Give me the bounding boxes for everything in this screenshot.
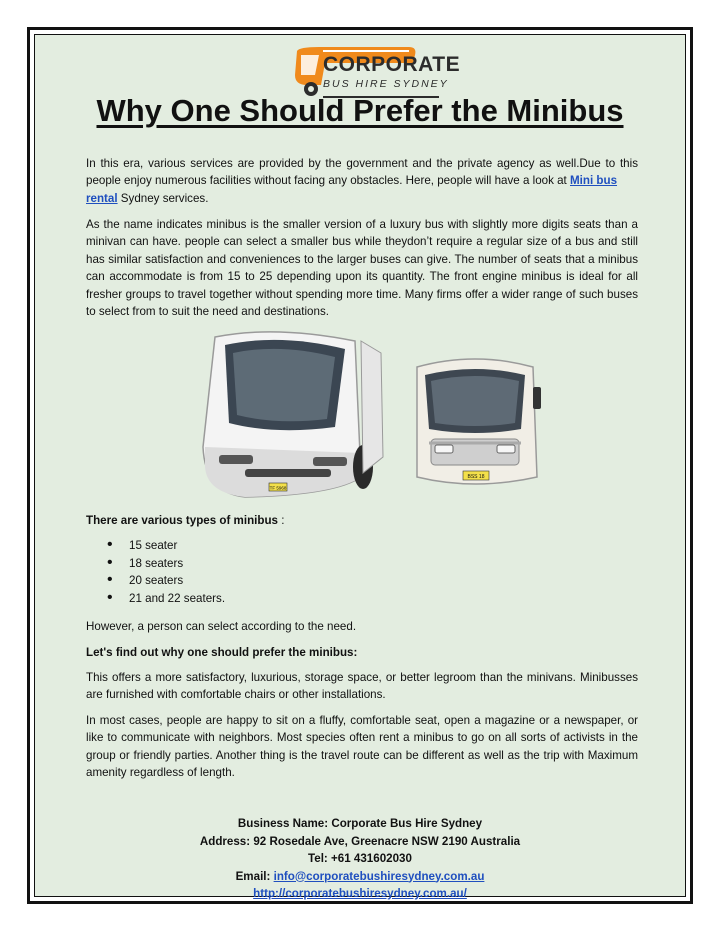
list-item: • 20 seaters	[107, 572, 225, 590]
minibus-types-list	[107, 537, 225, 607]
website-link[interactable]: http://corporatebushiresydney.com.au/	[253, 887, 467, 900]
intro-paragraph	[86, 155, 638, 207]
logo-subtitle: BUS HIRE SYDNEY	[323, 78, 449, 90]
logo-title: CORPORATE	[323, 53, 461, 76]
usage-paragraph: In most cases, people are happy to sit on a fluffy, comfortable seat, open a magazine or a newspaper, or like to communicate with neighbors. Most species often rent a minibus to go on all sorts of activists in the group or friendly parties. Another thing is the travel route can be different as well as the trip with Maximum amenity regardless of length.	[86, 714, 638, 780]
minibus-description-paragraph: As the name indicates minibus is the smaller version of a luxury bus with slightly more digits seats than a minivan can have. people can select a smaller bus while theydon’t require a regular size of a bus and still has similar satisfaction and conveniences to the larger buses can give. The number of seats that a minibus can accommodate is from 15 to 25 depending upon its quantity. The front engine minibus is ideal for all fresher groups to travel together without spending more time. Many firms offer a wider range of such buses to select from to suit the need and destinations.	[86, 218, 638, 319]
list-item: • 21 and 22 seaters.	[107, 590, 225, 608]
list-item: • 15 seater	[107, 537, 225, 555]
why-heading: Let's find out why one should prefer the minibus:	[86, 646, 358, 659]
email-line	[35, 868, 685, 886]
email-link[interactable]: info@corporatebushiresydney.com.au	[273, 869, 485, 883]
business-name: Business Name: Corporate Bus Hire Sydney	[237, 817, 483, 830]
types-colon: :	[278, 514, 285, 527]
email-label: Email:	[235, 869, 274, 883]
contact-footer	[35, 815, 685, 903]
left-plate-text: TF 5968	[269, 485, 287, 491]
types-heading: There are various types of minibus	[86, 514, 278, 527]
rental-link[interactable]: rental	[86, 191, 118, 205]
business-address: Address: 92 Rosedale Ave, Greenacre NSW 2190 Australia	[199, 834, 521, 848]
intro-text: In this era, various services are provided by the government and the private agency as well.Due to this people enjoy numerous facilities without facing any obstacles. Here, people will have a look at	[86, 157, 638, 188]
business-phone: Tel: +61 431602030	[308, 852, 412, 865]
page-panel	[34, 34, 686, 900]
list-item: • 18 seaters	[107, 555, 225, 573]
page-title: Why One Should Prefer the Minibus	[96, 93, 624, 128]
comfort-paragraph: This offers a more satisfactory, luxurious, storage space, or better legroom than the minivans. Minibusses are furnished with comfortable chairs or other installations.	[86, 671, 638, 702]
mini-bus-link[interactable]: Mini bus	[570, 174, 618, 188]
intro-text-end: Sydney services.	[117, 191, 209, 205]
right-plate-text: BSS 18	[467, 474, 485, 480]
types-heading-line	[86, 512, 638, 529]
minibus-photo	[185, 327, 545, 505]
selection-note: However, a person can select according to the need.	[86, 620, 357, 633]
page-border	[27, 27, 693, 904]
